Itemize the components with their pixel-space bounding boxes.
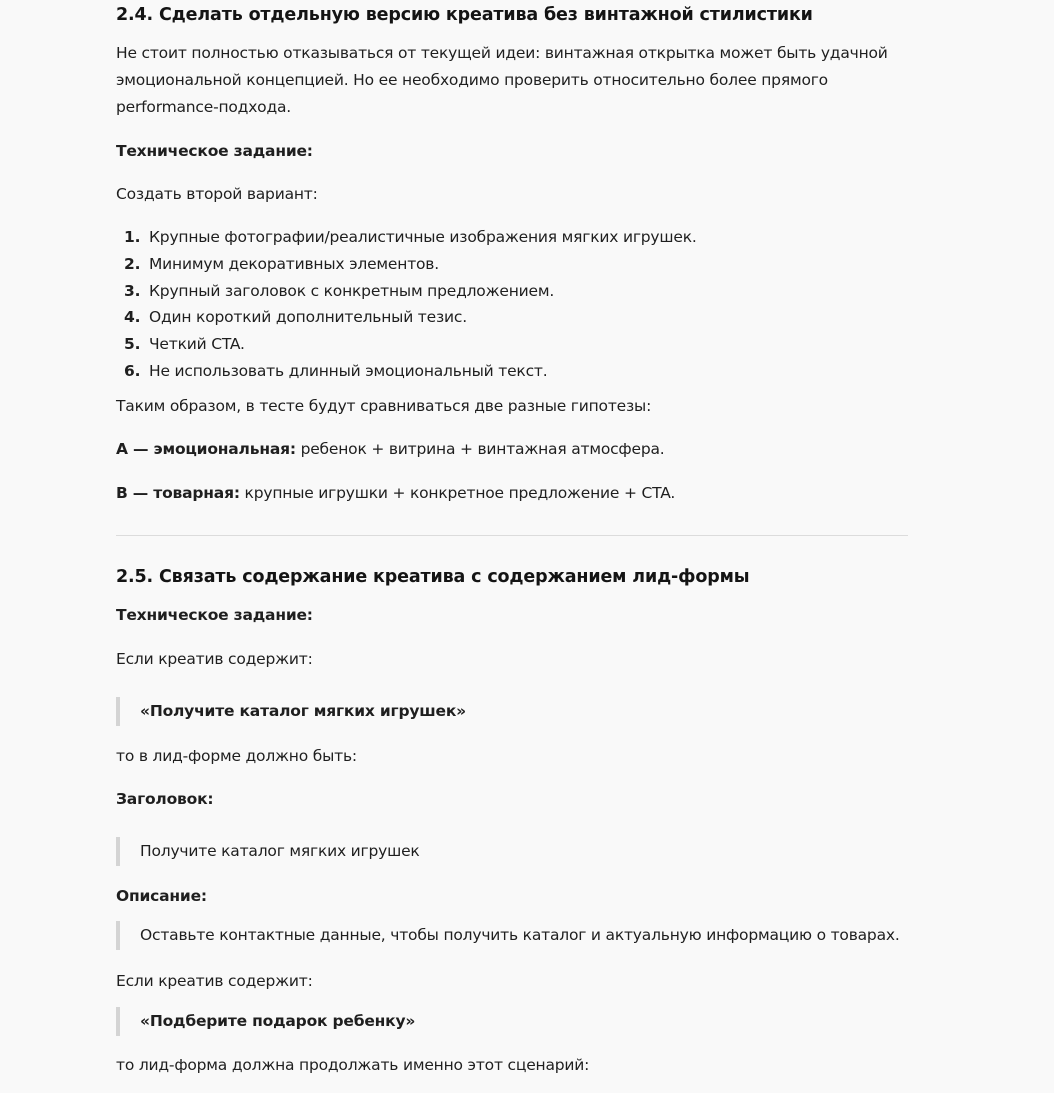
title-label: Заголовок: bbox=[116, 790, 214, 808]
list-text: Один короткий дополнительный тезис. bbox=[149, 308, 467, 326]
list-item bbox=[116, 251, 439, 278]
section-heading-2-4: 2.4. Сделать отдельную версию креатива без винтажной стилистики bbox=[116, 5, 813, 25]
then-label: то лид-форма должна продолжать именно этот сценарий: bbox=[116, 1056, 590, 1074]
blockquote-creative-2: «Подберите подарок ребенку» bbox=[116, 1007, 415, 1036]
list-number: 3. bbox=[124, 282, 141, 300]
tz-label: Техническое задание: bbox=[116, 142, 313, 160]
description-label: Описание: bbox=[116, 887, 207, 905]
list-text: Не использовать длинный эмоциональный текст. bbox=[149, 362, 548, 380]
blockquote-title: Получите каталог мягких игрушек bbox=[116, 837, 420, 866]
list-text: Крупный заголовок с конкретным предложением. bbox=[149, 282, 555, 300]
list-number: 1. bbox=[124, 228, 141, 246]
hypothesis-a-label: А — эмоциональная: bbox=[116, 440, 296, 458]
section-heading-2-5: 2.5. Связать содержание креатива с содержанием лид-формы bbox=[116, 567, 750, 587]
list-text: Четкий CTA. bbox=[149, 335, 245, 353]
list-text: Крупные фотографии/реалистичные изображения мягких игрушек. bbox=[149, 228, 697, 246]
if-contains-label: Если креатив содержит: bbox=[116, 650, 313, 668]
list-item bbox=[116, 358, 547, 385]
then-label: то в лид-форме должно быть: bbox=[116, 747, 357, 765]
list-item bbox=[116, 331, 245, 358]
list-text: Минимум декоративных элементов. bbox=[149, 255, 439, 273]
hypothesis-b bbox=[116, 480, 675, 507]
list-item bbox=[116, 278, 554, 305]
hypothesis-b-text: крупные игрушки + конкретное предложение + CTA. bbox=[239, 484, 676, 502]
intro-paragraph: Не стоит полностью отказываться от текущей идеи: винтажная открытка может быть удачной эмоциональной концепцией. Но ее необходимо проверить относительно более прямого performance-подхода. bbox=[116, 44, 888, 116]
section-divider bbox=[116, 535, 908, 536]
hypothesis-a-text: ребенок + витрина + винтажная атмосфера. bbox=[295, 440, 665, 458]
list-number: 4. bbox=[124, 308, 141, 326]
if-contains-label: Если креатив содержит: bbox=[116, 972, 313, 990]
list-item bbox=[116, 224, 697, 251]
create-label: Создать второй вариант: bbox=[116, 185, 318, 203]
tz-label: Техническое задание: bbox=[116, 606, 313, 624]
list-number: 2. bbox=[124, 255, 141, 273]
blockquote-description: Оставьте контактные данные, чтобы получить каталог и актуальную информацию о товарах. bbox=[116, 921, 900, 950]
summary-text: Таким образом, в тесте будут сравниваться две разные гипотезы: bbox=[116, 397, 652, 415]
hypothesis-a bbox=[116, 436, 664, 463]
list-item bbox=[116, 304, 467, 331]
list-number: 5. bbox=[124, 335, 141, 353]
blockquote-creative-1: «Получите каталог мягких игрушек» bbox=[116, 697, 466, 726]
hypothesis-b-label: В — товарная: bbox=[116, 484, 240, 502]
list-number: 6. bbox=[124, 362, 141, 380]
